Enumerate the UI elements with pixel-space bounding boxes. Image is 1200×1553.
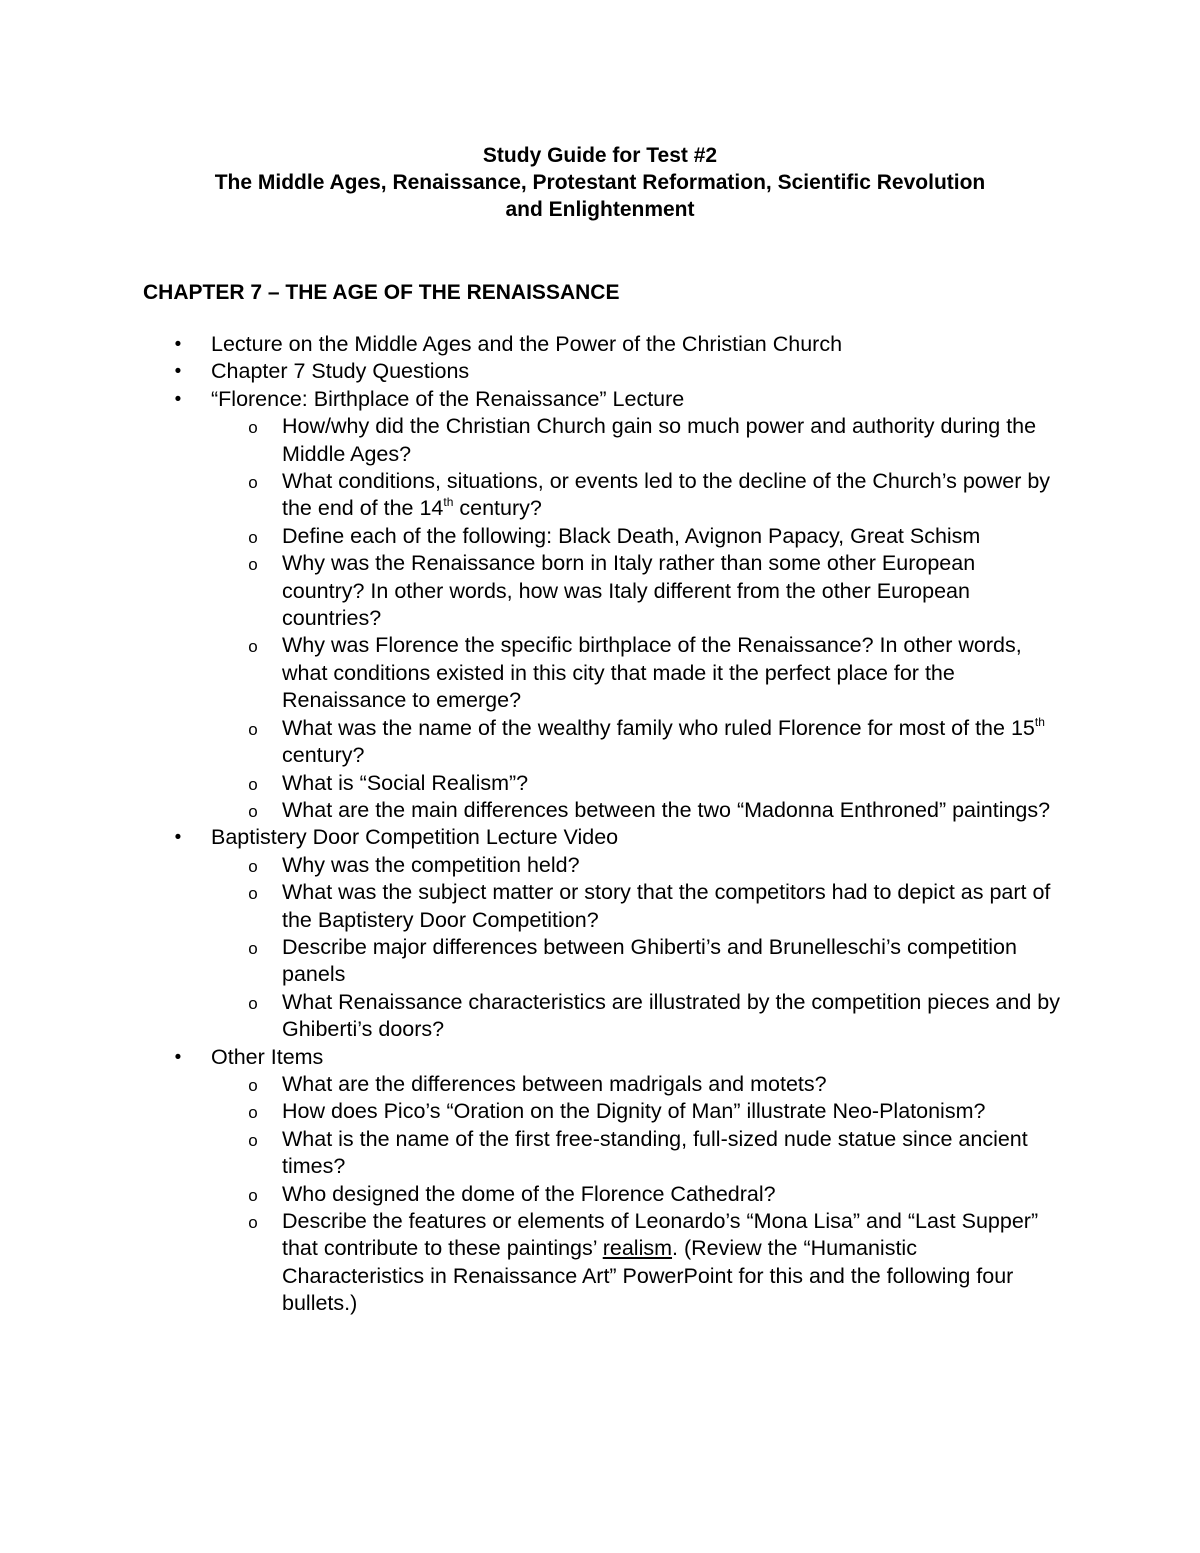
- question-text: Describe major differences between Ghiberti’s and Brunelleschi’s competition panels: [282, 934, 1017, 987]
- sub-bullet-icon: o: [248, 1103, 258, 1123]
- sub-bullet-item: [0, 852, 1200, 879]
- bullet-item: [0, 1044, 1200, 1071]
- question-text: Who designed the dome of the Florence Cathedral?: [282, 1181, 776, 1206]
- question-text: What Renaissance characteristics are illustrated by the competition pieces and by Ghiberti’s doors?: [282, 989, 1060, 1042]
- title-line-2: The Middle Ages, Renaissance, Protestant Reformation, Scientific Revolution: [214, 171, 986, 194]
- superscript: th: [1034, 714, 1045, 729]
- sub-bullet-icon: o: [248, 774, 258, 794]
- sub-bullet-icon: o: [248, 555, 258, 575]
- sub-bullet-item: [0, 1181, 1200, 1208]
- sub-bullet-icon: o: [248, 1185, 258, 1205]
- sub-bullet-item: [0, 1208, 1200, 1318]
- underlined-term: realism: [602, 1236, 673, 1261]
- sub-bullet-item: [0, 1126, 1200, 1181]
- question-text: Describe the features or elements of Leonardo’s “Mona Lisa” and “Last Supper” that contribute to these paintings’: [282, 1209, 1039, 1261]
- sub-bullet-item: [0, 468, 1200, 523]
- sub-bullet-icon: o: [248, 856, 258, 876]
- question-text-end: . (Review the “Humanistic Characteristics in Renaissance Art” PowerPoint for this and the following four bullets.): [282, 1236, 1014, 1316]
- question-text: Why was the Renaissance born in Italy rather than some other European country? In other words, how was Italy different from the other European countries?: [282, 551, 976, 631]
- sub-bullet-item: [0, 1098, 1200, 1125]
- sub-bullet-icon: o: [248, 1075, 258, 1095]
- sub-bullet-icon: o: [248, 473, 258, 493]
- document-title: [0, 142, 1200, 223]
- title-line-1: Study Guide for Test #2: [482, 144, 718, 167]
- sub-bullet-item: [0, 879, 1200, 934]
- sub-bullet-icon: o: [248, 938, 258, 958]
- question-text: How/why did the Christian Church gain so much power and authority during the Middle Ages?: [282, 414, 1037, 466]
- sub-bullet-icon: o: [248, 527, 258, 547]
- question-text: What was the subject matter or story that the competitors had to depict as part of the Baptistery Door Competition?: [282, 880, 1051, 932]
- sub-bullet-item: [0, 770, 1200, 797]
- sub-bullet-item: [0, 934, 1200, 989]
- sub-bullet-item: [0, 1071, 1200, 1098]
- title-line-3: and Enlightenment: [505, 198, 695, 221]
- question-text: What are the main differences between the two “Madonna Enthroned” paintings?: [282, 797, 1051, 822]
- bullet-label: Baptistery Door Competition Lecture Video: [211, 825, 619, 850]
- bullet-label: “Florence: Birthplace of the Renaissance” Lecture: [211, 386, 685, 411]
- question-text: What are the differences between madrigals and motets?: [282, 1071, 827, 1096]
- sub-bullet-icon: o: [248, 884, 258, 904]
- question-text-end: century?: [282, 743, 365, 768]
- bullet-item: [0, 358, 1200, 385]
- study-guide-list: [0, 331, 1200, 1318]
- bullet-icon: •: [174, 334, 182, 355]
- bullet-icon: •: [174, 388, 182, 410]
- sub-bullet-icon: o: [248, 1213, 258, 1232]
- question-text: What conditions, situations, or events led to the decline of the Church’s power by the end of the 14: [282, 469, 1051, 521]
- bullet-icon: •: [174, 1046, 182, 1068]
- chapter-heading: CHAPTER 7 – THE AGE OF THE RENAISSANCE: [143, 281, 620, 304]
- bullet-label: Lecture on the Middle Ages and the Power of the Christian Church: [211, 332, 843, 356]
- sub-bullet-item: [0, 550, 1200, 632]
- question-text: What was the name of the wealthy family who ruled Florence for most of the 15: [282, 715, 1035, 740]
- sub-bullet-icon: o: [248, 993, 258, 1013]
- question-text: Why was Florence the specific birthplace of the Renaissance? In other words, what conditions existed in this city that made it the perfect place for the Renaissance to emerge?: [282, 633, 1022, 713]
- sub-bullet-item: [0, 413, 1200, 468]
- sub-bullet-icon: o: [248, 418, 258, 438]
- bullet-label: Other Items: [211, 1044, 324, 1069]
- sub-bullet-item: [0, 632, 1200, 714]
- sub-bullet-item: [0, 523, 1200, 550]
- sub-bullet-icon: o: [248, 719, 258, 739]
- bullet-icon: •: [174, 827, 182, 849]
- question-text: Define each of the following: Black Death, Avignon Papacy, Great Schism: [282, 523, 981, 548]
- sub-bullet-icon: o: [248, 637, 258, 657]
- question-text-end: century?: [453, 496, 542, 521]
- bullet-item: [0, 386, 1200, 413]
- bullet-icon: •: [174, 361, 182, 383]
- bullet-label: Chapter 7 Study Questions: [211, 359, 470, 384]
- question-text: What is “Social Realism”?: [282, 770, 529, 795]
- sub-bullet-icon: o: [248, 801, 258, 821]
- question-text: What is the name of the first free-standing, full-sized nude statue since ancient times?: [282, 1126, 1028, 1179]
- sub-bullet-item: [0, 797, 1200, 824]
- superscript: th: [443, 495, 454, 510]
- sub-bullet-icon: o: [248, 1130, 258, 1150]
- sub-bullet-item: [0, 989, 1200, 1044]
- question-text: Why was the competition held?: [282, 852, 580, 877]
- bullet-item: [0, 824, 1200, 851]
- sub-bullet-item: [0, 715, 1200, 770]
- question-text: How does Pico’s “Oration on the Dignity of Man” illustrate Neo-Platonism?: [282, 1099, 986, 1124]
- bullet-item: [0, 331, 1200, 358]
